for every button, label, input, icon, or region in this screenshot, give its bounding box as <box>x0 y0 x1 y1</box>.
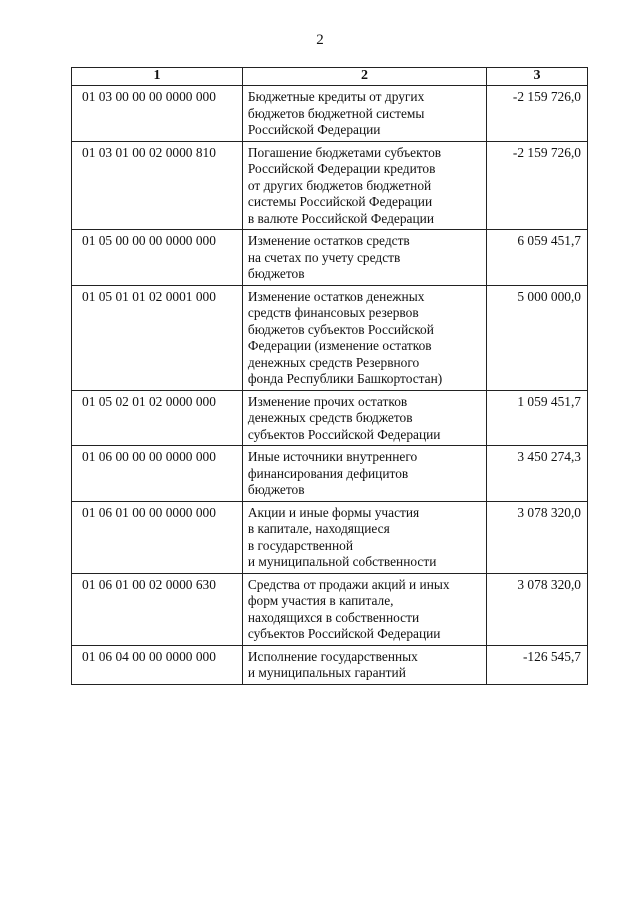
budget-classification-code: 01 03 00 00 00 0000 000 <box>72 86 243 142</box>
budget-classification-code: 01 05 00 00 00 0000 000 <box>72 230 243 286</box>
source-name-line: денежных средств Резервного <box>247 354 420 370</box>
budget-classification-code: 01 06 01 00 02 0000 630 <box>72 573 243 645</box>
source-name <box>242 141 486 230</box>
source-name-line: фонда Республики Башкортостан) <box>247 371 443 386</box>
source-name-line: на счетах по учету средств <box>247 249 401 265</box>
source-name-line: бюджетов субъектов Российской <box>247 321 434 337</box>
source-name <box>242 230 486 286</box>
amount-value: -2 159 726,0 <box>487 141 588 230</box>
table-row <box>72 86 588 142</box>
source-name-line: финансирования дефицитов <box>247 465 409 481</box>
source-name-line: Изменение прочих остатков <box>247 393 408 409</box>
table-row <box>72 446 588 502</box>
column-header-code: 1 <box>72 68 243 86</box>
source-name <box>242 285 486 390</box>
budget-classification-code: 01 03 01 00 02 0000 810 <box>72 141 243 230</box>
table-row <box>72 573 588 645</box>
table-row <box>72 645 588 684</box>
column-header-name: 2 <box>242 68 486 86</box>
source-name-line: в валюте Российской Федерации <box>247 210 434 226</box>
budget-classification-code: 01 06 04 00 00 0000 000 <box>72 645 243 684</box>
source-name <box>242 390 486 446</box>
amount-value: 1 059 451,7 <box>487 390 588 446</box>
table-row <box>72 230 588 286</box>
source-name-line: субъектов Российской Федерации <box>247 626 441 641</box>
source-name-line: Акции и иные формы участия <box>247 504 420 520</box>
source-name-line: Погашение бюджетами субъектов <box>247 144 442 160</box>
amount-value: -126 545,7 <box>487 645 588 684</box>
source-name-line: бюджетов <box>247 266 305 281</box>
amount-value: 3 078 320,0 <box>487 573 588 645</box>
table-row <box>72 141 588 230</box>
source-name-line: в государственной <box>247 537 353 553</box>
source-name <box>242 645 486 684</box>
source-name-line: Российской Федерации <box>247 122 381 137</box>
source-name-line: Исполнение государственных <box>247 648 418 664</box>
source-name-line: Бюджетные кредиты от других <box>247 89 425 104</box>
source-name-line: Российской Федерации кредитов <box>247 161 436 176</box>
source-name-line: средств финансовых резервов <box>247 305 419 320</box>
budget-classification-code: 01 05 01 01 02 0001 000 <box>72 285 243 390</box>
budget-classification-code: 01 06 01 00 00 0000 000 <box>72 501 243 573</box>
source-name <box>242 573 486 645</box>
source-name-line: от других бюджетов бюджетной <box>247 177 432 193</box>
table-header-row <box>72 68 588 86</box>
page-number: 2 <box>316 32 324 48</box>
source-name-line: и муниципальной собственности <box>247 554 437 569</box>
source-name-line: Изменение остатков денежных <box>247 288 425 304</box>
budget-classification-code: 01 06 00 00 00 0000 000 <box>72 446 243 502</box>
source-name <box>242 446 486 502</box>
table-row <box>72 390 588 446</box>
source-name-line: находящихся в собственности <box>247 609 420 625</box>
budget-sources-table <box>71 67 588 685</box>
source-name-line: Изменение остатков средств <box>247 233 410 248</box>
table-row <box>72 501 588 573</box>
source-name <box>242 501 486 573</box>
source-name-line: Средства от продажи акций и иных <box>247 576 450 592</box>
table-body <box>72 86 588 685</box>
amount-value: -2 159 726,0 <box>487 86 588 142</box>
amount-value: 5 000 000,0 <box>487 285 588 390</box>
amount-value: 3 078 320,0 <box>487 501 588 573</box>
source-name-line: системы Российской Федерации <box>247 194 433 209</box>
table-row <box>72 285 588 390</box>
source-name-line: денежных средств бюджетов <box>247 410 413 425</box>
source-name-line: субъектов Российской Федерации <box>247 426 441 442</box>
column-header-amount: 3 <box>487 68 588 86</box>
source-name <box>242 86 486 142</box>
amount-value: 3 450 274,3 <box>487 446 588 502</box>
source-name-line: и муниципальных гарантий <box>247 665 406 680</box>
source-name-line: форм участия в капитале, <box>247 593 394 608</box>
source-name-line: бюджетов бюджетной системы <box>247 105 425 121</box>
source-name-line: Иные источники внутреннего <box>247 449 418 464</box>
source-name-line: Федерации (изменение остатков <box>247 338 432 353</box>
source-name-line: в капитале, находящиеся <box>247 521 390 536</box>
source-name-line: бюджетов <box>247 482 305 497</box>
budget-classification-code: 01 05 02 01 02 0000 000 <box>72 390 243 446</box>
amount-value: 6 059 451,7 <box>487 230 588 286</box>
